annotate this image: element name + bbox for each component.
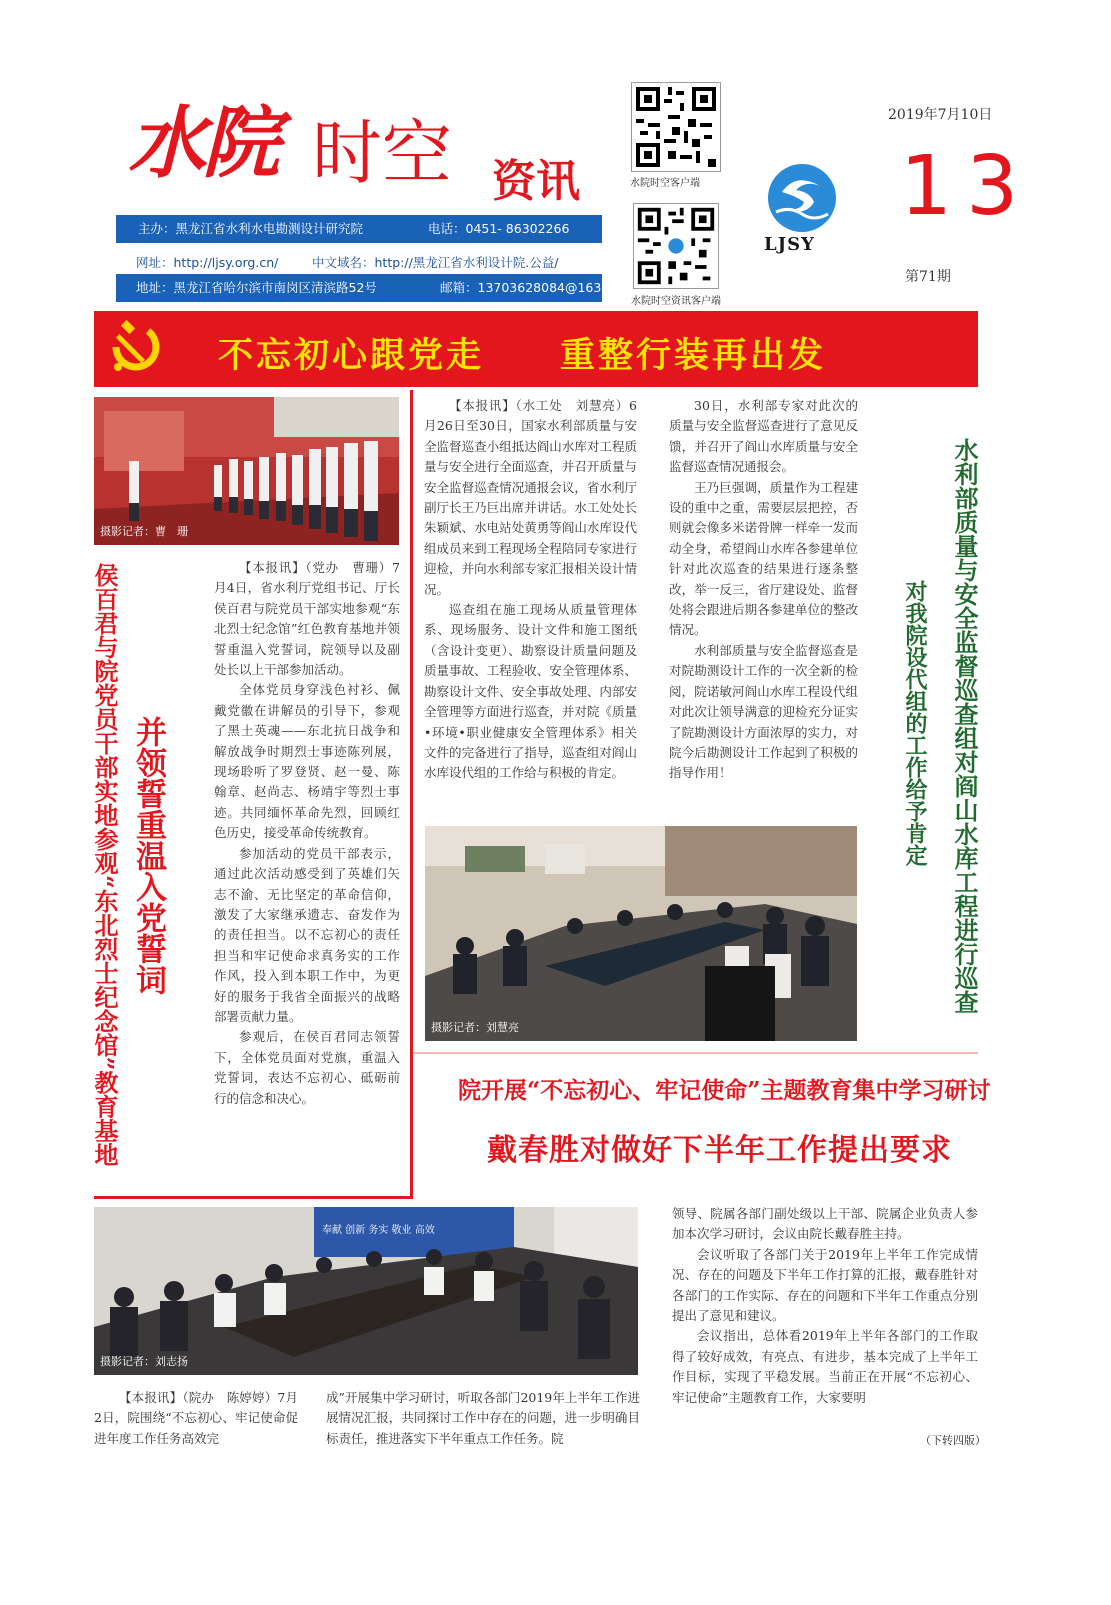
photo-oath-ceremony	[94, 397, 399, 545]
article3-headline-sub: 戴春胜对做好下半年工作提出要求	[487, 1133, 952, 1168]
article1-headline-sub: 并领誓重温入党誓词	[130, 716, 166, 995]
article3-paragraph: 成”开展集中学习研讨，听取各部门2019年上半年工作进展情况汇报，共同探讨工作中存在的问题，进一步明确目标责任，推进落实下半年重点工作任务。院	[326, 1390, 640, 1446]
article3-col3	[672, 1204, 978, 1408]
masthead-title-part1: 水院	[128, 99, 277, 189]
article3-paragraph: 【本报讯】（院办 陈婷婷）7月2日，院围绕“不忘初心、牢记使命促进年度工作任务高效完	[94, 1390, 298, 1446]
ljsy-logo	[766, 162, 838, 234]
email-text: 邮箱：13703628084@163.com	[440, 280, 633, 295]
issue-number: 第71期	[905, 269, 951, 285]
article3-col1	[94, 1388, 298, 1449]
hammer-sickle-icon	[104, 317, 166, 379]
qr-code-client-label: 水院时空客户端	[630, 178, 700, 189]
article2-paragraph: 巡查组在施工现场从质量管理体系、现场服务、设计文件和施工图纸（含设计变更）、勘察设计质量问题及质量事故、工程验收、安全管理体系、勘察设计文件、安全事故处理、内部安全管理等方面进行巡查，并对院《质量•环境•职业健康安全管理体系》相关文件的完备进行了指导，巡查组对阎山水库设代组的工作给与积极的肯定。	[424, 602, 637, 781]
photo-inspection-meeting	[425, 826, 857, 1041]
page-number: 13	[900, 139, 1033, 234]
article1-body	[214, 558, 400, 1109]
section-divider	[413, 1052, 978, 1054]
continued-note: （下转四版）	[920, 1434, 986, 1447]
article1-paragraph: 全体党员身穿浅色衬衫、佩戴党徽在讲解员的引导下，参观了黑土英魂——东北抗日战争和解放战争时期烈士事迹陈列展，现场聆听了罗登贤、赵一曼、陈翰章、赵尚志、杨靖宇等烈士事迹。共同缅怀革命先烈，回顾红色历史，接受革命传统教育。	[214, 682, 400, 841]
address-text: 地址：黑龙江省哈尔滨市南岗区清滨路52号	[136, 280, 377, 295]
qr-code-news-client-label: 水院时空资讯客户端	[631, 296, 721, 307]
info-line-web	[116, 252, 606, 274]
article2-headline-main: 水利部质量与安全监督巡查组对阎山水库工程进行巡查	[950, 438, 979, 1014]
article2-col1	[424, 396, 637, 784]
sponsor-text: 主办：黑龙江省水利水电勘测设计研究院	[138, 221, 364, 236]
website-link[interactable]: 网址：http://ljsy.org.cn/	[136, 255, 279, 270]
article3-headline-main: 院开展“不忘初心、牢记使命”主题教育集中学习研讨	[458, 1077, 991, 1104]
photo-credit: 摄影记者：刘志扬	[100, 1355, 188, 1368]
qr-code-news-client[interactable]	[633, 203, 719, 289]
masthead-title-part2: 时空	[312, 112, 452, 194]
article3-paragraph: 会议指出，总体看2019年上半年各部门的工作取得了较好成效，有亮点、有进步，基本完成了上半年工作目标，实现了平稳发展。当前正在开展“不忘初心、牢记使命”主题教育工作，大家要明	[672, 1328, 978, 1405]
article1-paragraph: 参观后，在侯百君同志领誓下，全体党员面对党旗，重温入党誓词，表达不忘初心、砥砺前行的信念和决心。	[214, 1029, 400, 1106]
info-bar-address	[116, 274, 633, 302]
article1-paragraph: 参加活动的党员干部表示，通过此次活动感受到了英雄们矢志不渝、无比坚定的革命信仰，激发了大家继承遗志、奋发作为的责任担当。以不忘初心的责任担当和牢记使命求真务实的工作作风，投入到本职工作中，为更好的服务于我省全面振兴的战略部署贡献力量。	[214, 845, 400, 1024]
article2-paragraph: 【本报讯】（水工处 刘慧亮）6月26日至30日，国家水利部质量与安全监督巡查小组抵达阎山水库对工程质量与安全进行全面巡查，并召开质量与安全监督巡查情况通报会议，省水利厅副厅长王乃巨出席并讲话。水工处处长朱颖斌、水电站处黄勇等阎山水库设代组成员来到工程现场全程陪同专家进行迎检，并向水利部专家汇报相关设计情况。	[424, 398, 637, 597]
article2-col2	[669, 396, 858, 784]
photo-study-meeting	[94, 1207, 638, 1375]
slogan-text: 不忘初心跟党走 重整行装再出发	[218, 336, 827, 376]
ljsy-logo-text: LJSY	[764, 234, 816, 255]
info-bar-sponsor	[116, 215, 602, 243]
article3-col2	[326, 1388, 640, 1449]
issue-date: 2019年7月10日	[888, 107, 993, 123]
photo-credit: 摄影记者：刘慧亮	[431, 1021, 519, 1034]
column-divider	[410, 390, 413, 1196]
article3-paragraph: 会议听取了各部门关于2019年上半年工作完成情况、存在的问题及下半年工作打算的汇报，戴春胜针对各部门的工作实际、存在的问题和下半年工作重点分别提出了意见和建议。	[672, 1246, 978, 1324]
photo-credit: 摄影记者：曹 珊	[100, 525, 188, 538]
article2-paragraph: 30日，水利部专家对此次的质量与安全监督巡查进行了意见反馈，并召开了阎山水库质量与安全监督巡查情况通报会。	[669, 398, 858, 475]
qr-code-icon	[634, 204, 718, 288]
article1-headline-main: 侯百君与院党员干部实地参观“东北烈士纪念馆”教育基地	[90, 563, 119, 1167]
ljsy-logo-icon	[766, 162, 838, 234]
cn-domain-link[interactable]: 中文域名：http://黑龙江省水利设计院.公益/	[312, 255, 559, 270]
article2-headline-sub: 对我院设代组的工作给予肯定	[902, 580, 928, 866]
photo-wall-banner-text: 奉献 创新 务实 敬业 高效	[322, 1225, 435, 1236]
qr-code-icon	[632, 83, 720, 171]
section-divider	[94, 1196, 413, 1199]
masthead-title-part3: 资讯	[492, 156, 580, 207]
qr-code-client[interactable]	[631, 82, 721, 172]
article2-paragraph: 王乃巨强调，质量作为工程建设的重中之重，需要层层把控，否则就会像多米诺骨牌一样牵一发而动全身，希望阎山水库各参建单位针对此次巡查的结果进行逐条整改，举一反三，省厅建设处、监督处将会跟进后期各参建单位的整改情况。	[669, 479, 858, 638]
article1-paragraph: 【本报讯】（党办 曹珊）7月4日，省水利厅党组书记、厅长侯百君与院党员干部实地参观“东北烈士纪念馆”红色教育基地并领誓重温入党誓词，院领导以及副处长以上干部参加活动。	[214, 560, 400, 678]
phone-text: 电话：0451- 86302266	[428, 221, 570, 236]
article2-paragraph: 水利部质量与安全监督巡查是对院勘测设计工作的一次全新的检阅，院诺敏河阎山水库工程设代组对此次让领导满意的迎检充分证实了院勘测设计方面浓厚的实力，对院今后勘测设计工作起到了积极的指导作用！	[669, 642, 858, 781]
article3-paragraph: 领导、院属各部门副处级以上干部、院属企业负责人参加本次学习研讨，会议由院长戴春胜主持。	[672, 1206, 978, 1242]
